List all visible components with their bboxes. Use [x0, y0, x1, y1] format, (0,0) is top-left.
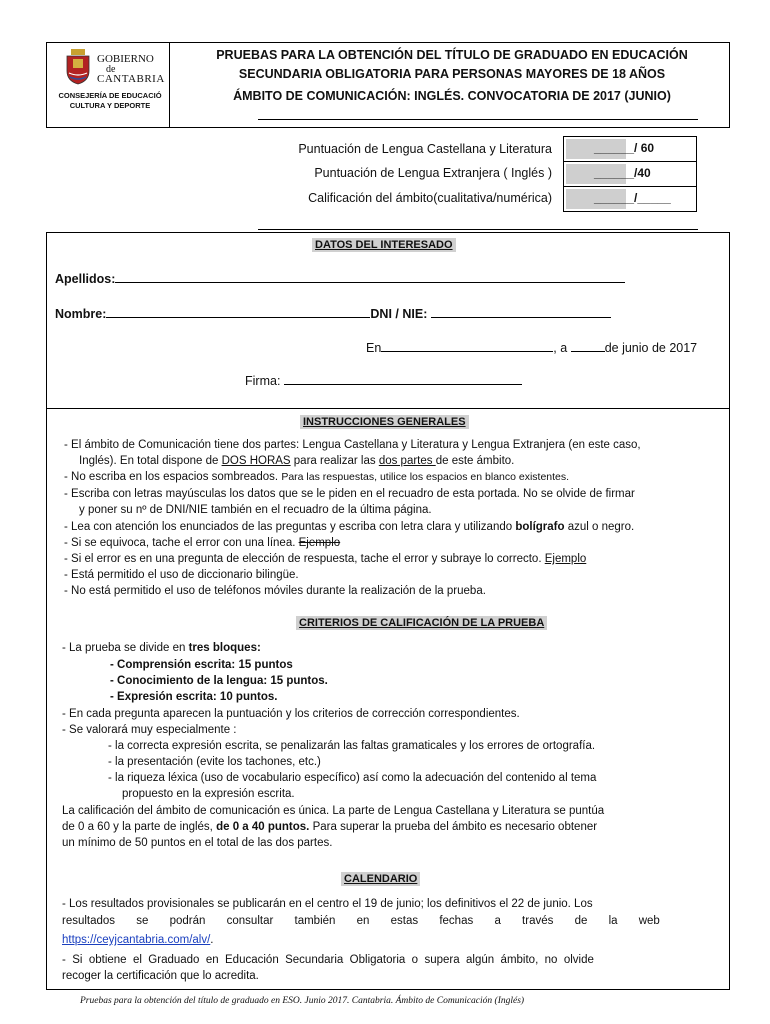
calendario-word: estas: [390, 915, 419, 927]
text: .: [210, 934, 214, 946]
calendario-word: la: [608, 915, 618, 927]
instruccion-3: - Escriba con letras mayúsculas los datos que se le piden en el recuadro de esta portada. No se olvide de firmar: [64, 488, 635, 500]
text: - Lea con atención los enunciados de las preguntas y escriba con letra clara y utilizando: [64, 521, 516, 533]
calendario-title: CALENDARIO: [341, 872, 420, 886]
calendario-2b: recoger la certificación que lo acredita.: [62, 970, 259, 982]
instruccion-2: [64, 469, 569, 486]
text: de este ámbito.: [435, 455, 515, 467]
criterio-1: [62, 640, 261, 657]
page-footer: Pruebas para la obtención del título de graduado en ESO. Junio 2017. Cantabria. Ámbito de Comunicación (Inglés): [80, 996, 525, 1006]
score-rule: [258, 229, 698, 230]
score-value-ingles: ______/40: [594, 166, 651, 180]
fecha-a-label: , a: [553, 341, 568, 355]
instruccion-1: - El ámbito de Comunicación tiene dos partes: Lengua Castellana y Literatura y Lengua Extranjera (en este caso,: [64, 439, 641, 451]
logo-line-3: CANTABRIA: [97, 73, 165, 85]
firma-label: Firma:: [245, 374, 281, 388]
document-header: [46, 42, 730, 128]
criterio-3c-cont: propuesto en la expresión escrita.: [122, 788, 295, 800]
score-label-ingles: Puntuación de Lengua Extranjera ( Inglés ): [314, 166, 552, 180]
dni-label: DNI / NIE:: [370, 307, 428, 321]
text: Para superar la prueba del ámbito es necesario obtener: [309, 821, 598, 833]
criterio-bloque-3: - Expresión escrita: 10 puntos.: [110, 691, 278, 703]
text: - No escriba en los espacios sombreados.: [64, 471, 282, 483]
text: azul o negro.: [564, 521, 635, 533]
instruccion-4: [64, 519, 634, 536]
calendario-word: consultar: [226, 915, 274, 927]
web-link[interactable]: https://ceyjcantabria.com/alv/: [62, 934, 211, 946]
nombre-label: Nombre:: [55, 307, 107, 321]
title-line-3: ÁMBITO DE COMUNICACIÓN: INGLÉS. CONVOCATORIA DE 2017 (JUNIO): [233, 89, 671, 103]
title-rule: [258, 119, 698, 120]
logo-line-2: de: [106, 64, 116, 75]
criterio-3c: - la riqueza léxica (uso de vocabulario específico) así como la adecuación del contenido al tema: [108, 772, 597, 784]
fecha-rest-label: de junio de 2017: [604, 341, 698, 355]
dia-line: [571, 341, 605, 352]
logo-line-1: GOBIERNO: [97, 53, 154, 65]
calendario-word: través: [522, 915, 554, 927]
score-value-ambito: ______/_____: [594, 191, 671, 205]
apellidos-field[interactable]: [55, 272, 625, 286]
title-line-2: SECUNDARIA OBLIGATORIA PARA PERSONAS MAYORES DE 18 AÑOS: [238, 67, 666, 81]
criterio-6: un mínimo de 50 puntos en el total de las dos partes.: [62, 837, 333, 849]
text: para realizar las: [290, 455, 379, 467]
nombre-field[interactable]: [55, 307, 611, 321]
coat-of-arms-icon: [65, 49, 91, 85]
calendario-word: a: [494, 915, 501, 927]
calendario-word: en: [356, 915, 370, 927]
ejemplo-tachado: Ejemplo: [298, 537, 341, 549]
calendario-word: web: [638, 915, 660, 927]
en-label: En: [366, 341, 382, 355]
score-row-castellano: [564, 137, 696, 162]
instruccion-6: [64, 551, 586, 568]
calendario-word: de: [574, 915, 588, 927]
criterios-title: CRITERIOS DE CALIFICACIÓN DE LA PRUEBA: [296, 616, 547, 630]
score-label-ambito: Calificación del ámbito(cualitativa/numérica): [308, 191, 552, 205]
criterio-bloque-1: - Comprensión escrita: 15 puntos: [110, 659, 293, 671]
text: de 0 a 60 y la parte de inglés,: [62, 821, 217, 833]
lugar-line: [381, 341, 553, 352]
calendario-1: - Los resultados provisionales se publicarán en el centro el 19 de junio; los definitivos el 22 de junio. Los: [62, 898, 593, 910]
tres-bloques-text: tres bloques:: [188, 642, 261, 654]
firma-field[interactable]: [245, 374, 522, 388]
calendario-word: se: [136, 915, 149, 927]
criterio-3a: - la correcta expresión escrita, se penalizarán las faltas gramaticales y los errores de ortografía.: [108, 740, 596, 752]
section-divider: [46, 408, 730, 409]
title-line-1: PRUEBAS PARA LA OBTENCIÓN DEL TÍTULO DE GRADUADO EN EDUCACIÓN: [216, 48, 688, 62]
calendario-2: - Si obtiene el Graduado en Educación Secundaria Obligatoria o supera algún ámbito, no olvide: [62, 954, 594, 966]
criterio-4: La calificación del ámbito de comunicación es única. La parte de Lengua Castellana y Literatura se puntúa: [62, 805, 605, 817]
text: - Si el error es en una pregunta de elección de respuesta, tache el error y subraye lo correcto.: [64, 553, 545, 565]
instruccion-7: - Está permitido el uso de diccionario bilingüe.: [64, 569, 299, 581]
score-box: [563, 136, 697, 212]
apellidos-line: [115, 272, 625, 283]
criterio-2: - En cada pregunta aparecen la puntuación y los criterios de corrección correspondientes.: [62, 708, 520, 720]
instruccion-8: - No está permitido el uso de teléfonos móviles durante la realización de la prueba.: [64, 585, 486, 597]
score-value-castellano: ______/ 60: [594, 141, 655, 155]
calendario-word: fechas: [439, 915, 474, 927]
score-row-ingles: [564, 162, 696, 187]
criterio-bloque-2: - Conocimiento de la lengua: 15 puntos.: [110, 675, 328, 687]
puntos-ingles-text: de 0 a 40 puntos.: [216, 821, 310, 833]
text: - La prueba se divide en: [62, 642, 189, 654]
department-line-2: CULTURA Y DEPORTE: [69, 101, 151, 110]
datos-title: DATOS DEL INTERESADO: [312, 238, 456, 252]
text: Inglés). En total dispone de: [79, 455, 222, 467]
dni-line: [431, 307, 611, 318]
calendario-word: podrán: [169, 915, 206, 927]
score-label-castellano: Puntuación de Lengua Castellana y Literatura: [298, 142, 552, 156]
calendario-word: resultados: [62, 915, 116, 927]
calendario-word: también: [294, 915, 336, 927]
instruccion-3b: y poner su nº de DNI/NIE también en el recuadro de la última página.: [79, 504, 432, 516]
department-line-1: CONSEJERÍA DE EDUCACIÓ: [58, 91, 162, 100]
calendario-1b: [62, 913, 660, 930]
instruccion-5: [64, 535, 340, 552]
criterio-5: [62, 819, 597, 836]
criterio-3: - Se valorará muy especialmente :: [62, 724, 237, 736]
dos-partes-text: dos partes: [378, 455, 436, 467]
text-small: Para las respuestas, utilice los espacios en blanco existentes.: [281, 471, 570, 483]
instruccion-1b: [79, 453, 514, 470]
criterio-3b: - la presentación (evite los tachones, etc.): [108, 756, 321, 768]
ejemplo-subrayado: Ejemplo: [544, 553, 587, 565]
apellidos-label: Apellidos:: [55, 272, 116, 286]
instrucciones-title: INSTRUCCIONES GENERALES: [300, 415, 469, 429]
dos-horas-text: DOS HORAS: [221, 455, 291, 467]
nombre-line: [106, 307, 370, 318]
score-row-ambito: [564, 187, 696, 211]
calendario-link-line: [62, 932, 214, 949]
text: - Si se equivoca, tache el error con una línea.: [64, 537, 299, 549]
boligrafo-text: bolígrafo: [515, 521, 565, 533]
logo-block: [47, 43, 170, 127]
firma-line: [284, 374, 522, 385]
lugar-fecha-field[interactable]: [366, 341, 697, 355]
